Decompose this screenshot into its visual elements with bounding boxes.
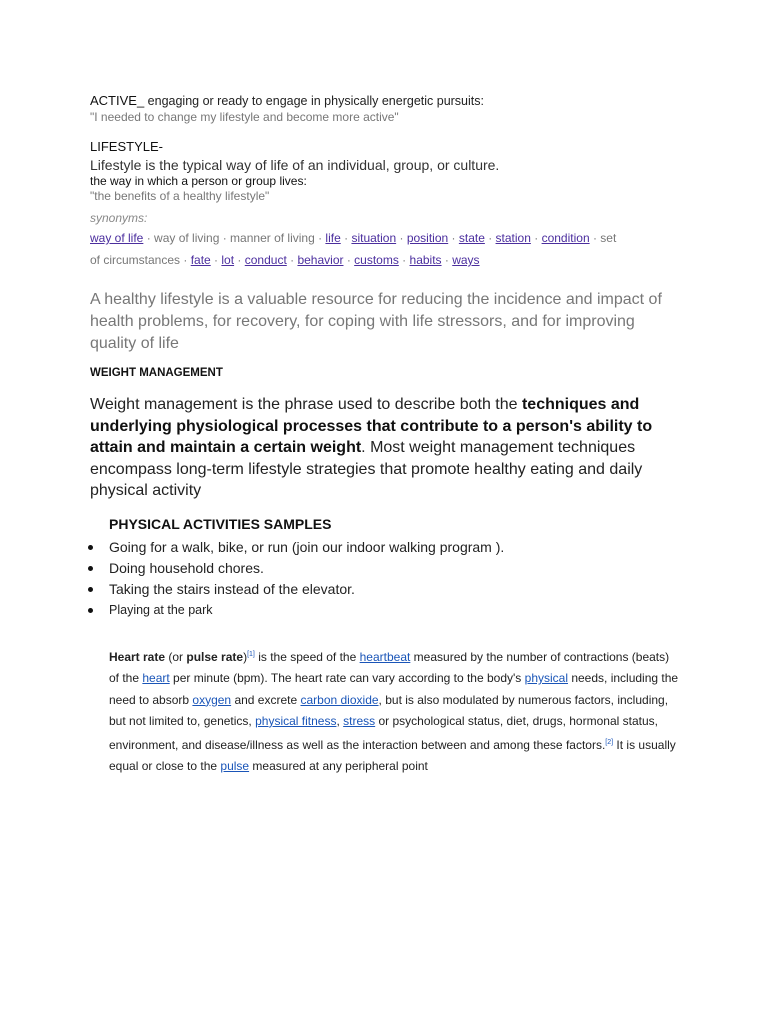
- physical-activities-heading: PHYSICAL ACTIVITIES SAMPLES: [109, 516, 332, 532]
- text-run: is the speed of the: [254, 650, 360, 664]
- synonym-text: ·: [340, 231, 352, 245]
- healthy-lifestyle-paragraph: A healthy lifestyle is a valuable resource for reducing the incidence and impact of health problems, for recovery, for coping with life stressors, and for improving quality of life: [90, 291, 662, 352]
- synonym-link[interactable]: behavior: [297, 253, 344, 267]
- synonym-link[interactable]: station: [495, 231, 531, 245]
- reference-1[interactable]: [1]: [247, 651, 255, 658]
- lifestyle-definition-1: Lifestyle is the typical way of life of an individual, group, or culture.: [90, 157, 500, 173]
- synonym-text: ·: [286, 253, 298, 267]
- synonym-text: ·: [210, 253, 222, 267]
- active-definition: [90, 93, 484, 108]
- synonym-link[interactable]: state: [458, 231, 485, 245]
- text-run: (or: [165, 650, 187, 664]
- synonym-link[interactable]: situation: [351, 231, 397, 245]
- synonym-link[interactable]: fate: [190, 253, 211, 267]
- heart-rate-paragraph: [109, 644, 679, 778]
- text-run: It is usually equal or close to the: [109, 738, 676, 774]
- lifestyle-example: "the benefits of a healthy lifestyle": [90, 189, 270, 203]
- link-pulse[interactable]: pulse: [220, 759, 250, 774]
- synonym-text: ·: [484, 231, 496, 245]
- synonyms-label: synonyms:: [90, 211, 148, 225]
- synonym-link[interactable]: ways: [452, 253, 480, 267]
- synonym-text: ·: [343, 253, 355, 267]
- text-run: , but is also modulated by numerous factors, including, but not limited to, genetics,: [109, 692, 669, 728]
- text-run: per minute (bpm). The heart rate can vary according to the body's: [169, 671, 525, 686]
- text-run: or psychological status, diet, drugs, hormonal status, environment, and disease/illness as well as the interaction between and among these factors.: [109, 713, 658, 753]
- link-physical[interactable]: physical: [524, 671, 568, 686]
- lifestyle-definition-2: the way in which a person or group lives:: [90, 174, 307, 188]
- link-heart[interactable]: heart: [142, 671, 170, 686]
- list-item: Going for a walk, bike, or run (join our indoor walking program ).: [90, 537, 504, 558]
- synonym-link[interactable]: way of life: [90, 231, 144, 245]
- link-heartbeat[interactable]: heartbeat: [359, 650, 411, 664]
- synonym-link[interactable]: conduct: [244, 253, 287, 267]
- active-definition-text: engaging or ready to engage in physically energetic pursuits:: [144, 94, 484, 108]
- synonym-text: ·: [398, 253, 410, 267]
- link-physical-fitness[interactable]: physical fitness: [255, 713, 337, 728]
- synonym-link[interactable]: customs: [354, 253, 399, 267]
- synonym-text: · way of living · manner of living ·: [143, 231, 326, 245]
- text-run: measured at any peripheral point: [249, 759, 428, 774]
- link-carbon-dioxide[interactable]: carbon dioxide: [300, 692, 379, 707]
- synonym-link[interactable]: position: [406, 231, 449, 245]
- synonyms-line-1: [90, 231, 616, 245]
- physical-activities-list: [90, 537, 504, 621]
- weight-management-paragraph: [90, 394, 690, 502]
- synonym-text: ·: [448, 231, 459, 245]
- wm-para-end: . Most weight management techniques encompass long-term lifestyle strategies that promote healthy eating and daily physical activity: [90, 439, 643, 499]
- synonym-link[interactable]: life: [325, 231, 341, 245]
- synonym-text: · set: [589, 231, 617, 245]
- synonym-text: of circumstances ·: [90, 253, 191, 267]
- wm-para-start: Weight management is the phrase used to describe both the: [90, 396, 522, 413]
- reference-2[interactable]: [2]: [605, 739, 614, 747]
- text-run: measured by the number of contractions (beats) of the: [109, 650, 670, 686]
- link-stress[interactable]: stress: [343, 713, 376, 728]
- text-run: needs, including the need to absorb: [109, 671, 679, 707]
- text-run: ): [243, 650, 248, 664]
- heart-rate-term: Heart rate: [109, 650, 166, 664]
- synonym-text: ·: [441, 253, 453, 267]
- synonyms-line-2: [90, 253, 480, 267]
- active-example: "I needed to change my lifestyle and become more active": [90, 110, 399, 124]
- weight-management-heading: WEIGHT MANAGEMENT: [90, 367, 223, 379]
- synonym-link[interactable]: habits: [409, 253, 442, 267]
- list-item: Taking the stairs instead of the elevator.: [90, 579, 504, 600]
- lifestyle-term: LIFESTYLE-: [90, 139, 163, 154]
- synonym-text: ·: [234, 253, 245, 267]
- synonym-text: ·: [396, 231, 407, 245]
- pulse-rate-term: pulse rate: [186, 650, 244, 664]
- wm-para-bold: techniques and underlying physiological processes that contribute to a person's ability to attain and maintain a certain weight: [90, 396, 653, 456]
- text-run: and excrete: [231, 692, 301, 707]
- synonym-link[interactable]: lot: [221, 253, 235, 267]
- synonym-link[interactable]: condition: [541, 231, 590, 245]
- list-item: Playing at the park: [90, 600, 504, 621]
- active-term: ACTIVE_: [90, 93, 145, 108]
- list-item: Doing household chores.: [90, 558, 504, 579]
- text-run: ,: [336, 713, 344, 728]
- synonym-text: ·: [530, 231, 542, 245]
- link-oxygen[interactable]: oxygen: [192, 692, 232, 707]
